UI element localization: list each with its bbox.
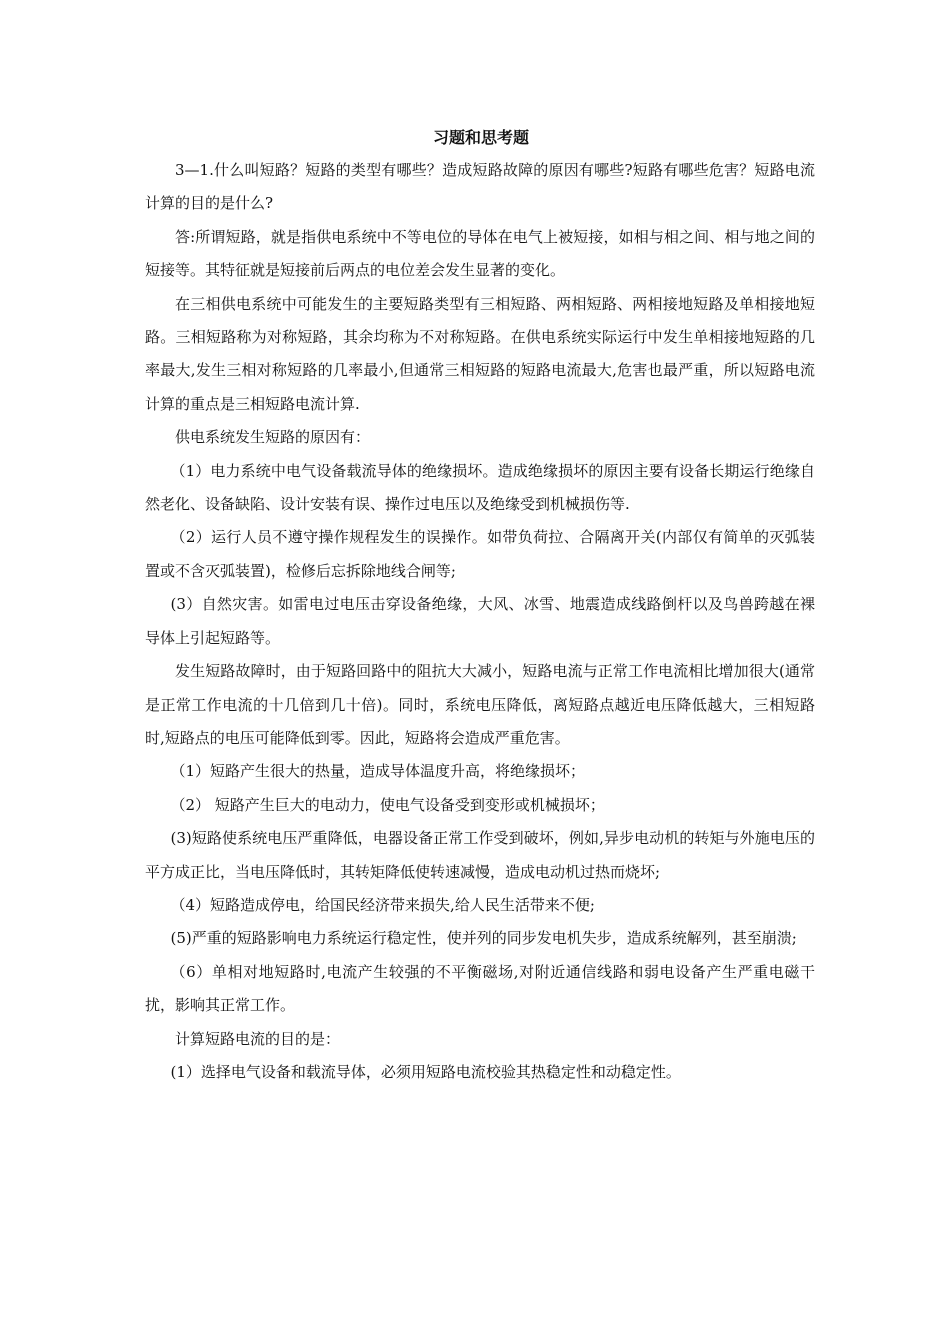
body-paragraph: 供电系统发生短路的原因有： <box>175 428 371 447</box>
body-paragraph: 计算短路电流的目的是： <box>175 1029 341 1048</box>
list-item: （1）电力系统中电气设备载流导体的绝缘损坏。造成绝缘损坏的原因主要有设备长期运行绝缘自然老化、设备缺陷、设计安装有误、操作过电压以及绝缘受到机械损伤等. <box>145 461 815 514</box>
body-paragraph: 在三相供电系统中可能发生的主要短路类型有三相短路、两相短路、两相接地短路及单相接地短路。三相短路称为对称短路，其余均称为不对称短路。在供电系统实际运行中发生单相接地短路的几率最大,发生三相对称短路的几率最小,但通常三相短路的短路电流最大,危害也最严重，所以短路电流计算的重点是三相短路电流计算. <box>145 294 815 413</box>
question-paragraph: 3—1.什么叫短路？短路的类型有哪些？造成短路故障的原因有哪些?短路有哪些危害？短路电流计算的目的是什么? <box>145 161 815 213</box>
document-page <box>145 122 815 1089</box>
list-item: (5)严重的短路影响电力系统运行稳定性，使并列的同步发电机失步，造成系统解列，甚至崩溃; <box>170 929 797 948</box>
list-item: （2）运行人员不遵守操作规程发生的误操作。如带负荷拉、合隔离开关(内部仅有简单的灭弧装置或不含灭弧装置)，检修后忘拆除地线合闸等; <box>145 528 815 580</box>
list-item: （6）单相对地短路时,电流产生较强的不平衡磁场,对附近通信线路和弱电设备产生严重电磁干扰，影响其正常工作。 <box>145 962 815 1015</box>
list-item: (3）自然灾害。如雷电过电压击穿设备绝缘，大风、冰雪、地震造成线路倒杆以及鸟兽跨越在裸导体上引起短路等。 <box>145 595 815 647</box>
list-item: (1）选择电气设备和载流导体，必须用短路电流校验其热稳定性和动稳定性。 <box>170 1062 681 1081</box>
list-item: (3)短路使系统电压严重降低，电器设备正常工作受到破坏，例如,异步电动机的转矩与外施电压的平方成正比，当电压降低时，其转矩降低使转速减慢，造成电动机过热而烧坏; <box>145 829 815 881</box>
list-item: （1）短路产生很大的热量，造成导体温度升高，将绝缘损坏； <box>170 762 586 781</box>
list-item: （2） 短路产生巨大的电动力，使电气设备受到变形或机械损坏； <box>170 795 605 814</box>
answer-paragraph: 答:所谓短路，就是指供电系统中不等电位的导体在电气上被短接，如相与相之间、相与地之间的短接等。其特征就是短接前后两点的电位差会发生显著的变化。 <box>145 227 815 280</box>
body-paragraph: 发生短路故障时，由于短路回路中的阻抗大大减小，短路电流与正常工作电流相比增加很大(通常是正常工作电流的十几倍到几十倍)。同时，系统电压降低，离短路点越近电压降低越大，三相短路时,短路点的电压可能降低到零。因此，短路将会造成严重危害。 <box>145 662 815 747</box>
list-item: （4）短路造成停电，给国民经济带来损失,给人民生活带来不便; <box>170 895 595 914</box>
page-title: 习题和思考题 <box>432 128 529 147</box>
